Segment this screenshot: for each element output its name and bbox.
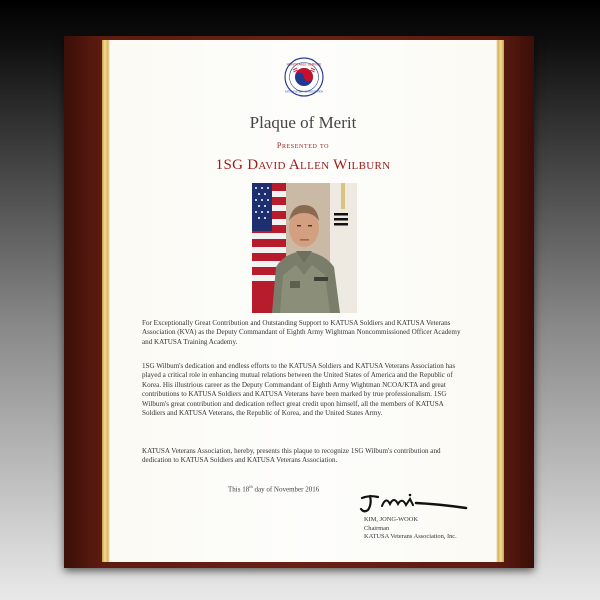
- signer-organization: KATUSA Veterans Association, Inc.: [364, 533, 457, 541]
- signer-title: Chairman: [364, 524, 390, 532]
- soldier-portrait-photo: [252, 183, 357, 313]
- taegeuk-seal-icon: [284, 57, 324, 97]
- handwritten-signature: [358, 490, 470, 514]
- signature-block: [364, 516, 457, 542]
- seal-top-text: HONORABLE SERVICE: [286, 62, 322, 67]
- recipient-name: 1SG David Allen Wilburn: [215, 157, 391, 173]
- citation-paragraph-3: KATUSA Veterans Association, hereby, presents this plaque to recognize 1SG Wilbum's contribution and dedication to KATUSA Soldiers and KATUSA Veterans Association.: [142, 447, 441, 465]
- date-ordinal-suffix: th: [249, 484, 253, 489]
- signer-name: KIM, JONG-WOOK: [364, 516, 418, 523]
- presented-to-label: Presented to: [276, 141, 330, 150]
- presentation-date: [228, 484, 319, 493]
- citation-paragraph-1: For Exceptionally Great Contribution and Outstanding Support to KATUSA Soldiers and KATUSA Veterans Association (KVA) as the Deputy Commandant of Eighth Army Wightman Noncommissioned Officer Academy and KATUSA Training Academy.: [142, 319, 461, 346]
- seal-bottom-text: KATUSA VETERANS ASSOCIATION: [285, 91, 323, 94]
- citation-paragraph-2: 1SG Wilbum's dedication and endless efforts to the KATUSA Soldiers and KATUSA Veterans Association has played a critical role in enhancing mutual relations between the United States of America and the Republic of Korea. His illustrious career as the Deputy Commandant of Eighth Army Wightman NCOA/KTA and great contributions to KATUSA Soldiers and KATUSA Veterans have been marked by true professionalism. 1SG Wilbum's great contribution and dedication reflect great credit upon himself, all the members of KATUSA Soldiers and KATUSA Veterans, the Republic of Korea, and the United States Army.: [142, 362, 456, 418]
- plaque-title: Plaque of Merit: [249, 113, 357, 132]
- date-prefix: This 18: [228, 485, 250, 494]
- date-rest: day of November 2016: [252, 485, 320, 494]
